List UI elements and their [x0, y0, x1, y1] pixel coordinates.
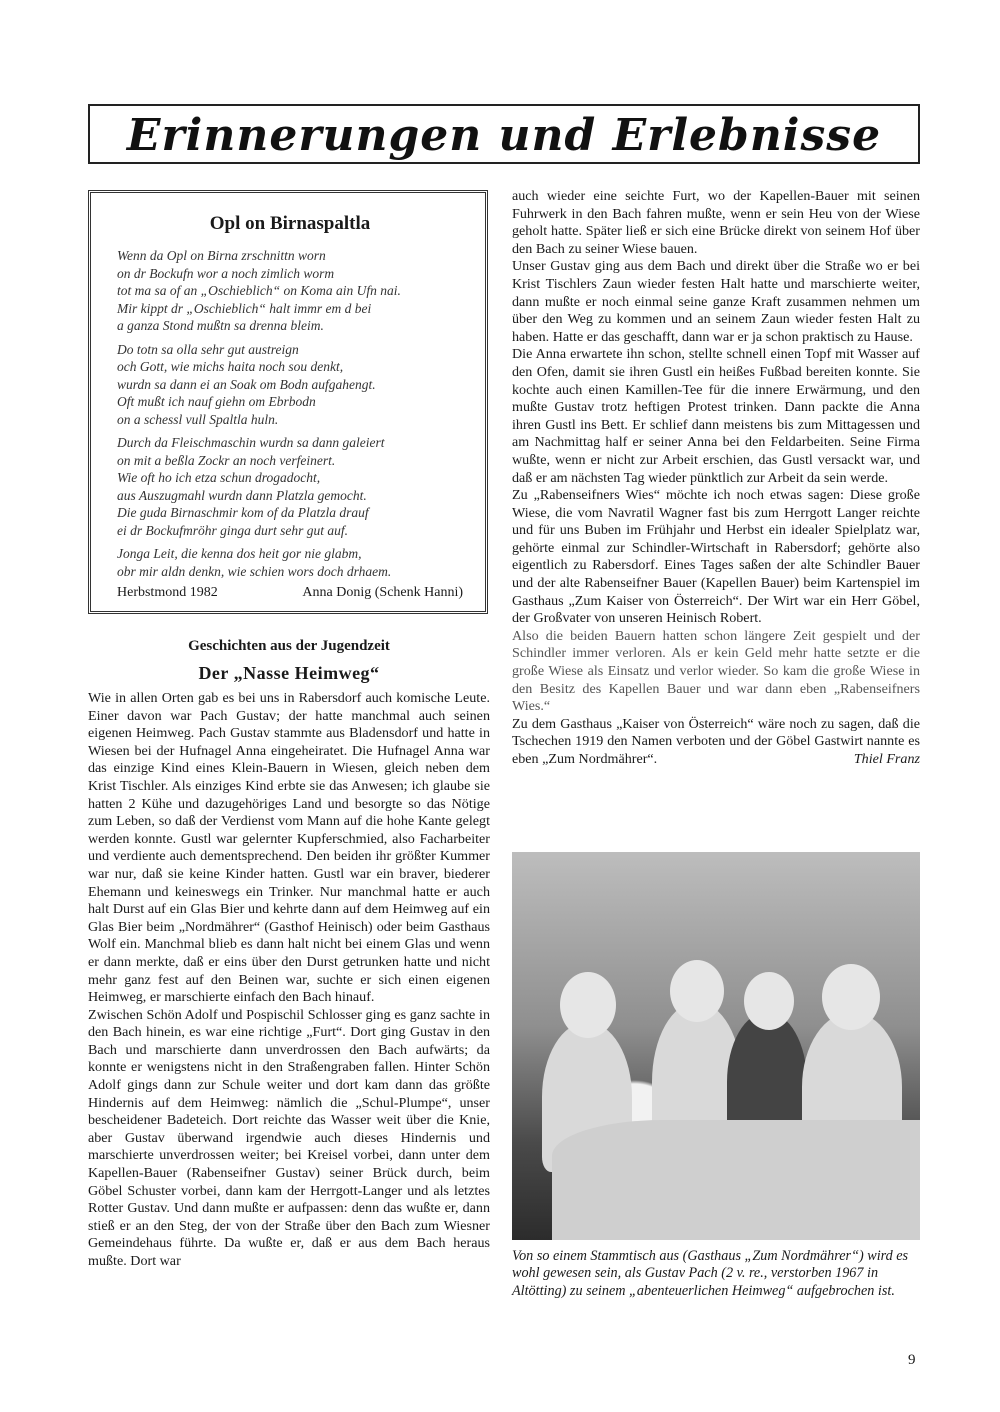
story-paragraph: Zu „Rabenseifners Wies“ möchte ich noch etwas sagen: Diese große Wiese, die vom Navratil Wagner fast bis zum Herrgott Langer reichte und für uns Buben im Frühjahr und Herbst ein idealer Spielplatz war, gehörte einmal zur Schindler-Wirtschaft in Rabersdorf; gehörte also eigentlich zu Rabersdorf. Eines Tages saßen der alte Schindler Bauer und der alte Rabenseifner Bauer (Kapellen Bauer) beim Kartenspiel im Gasthaus „Zum Kaiser von Österreich“. Der Wirt war ein Herr Göbel, der Großvater von unseren Heinisch Robert.: [512, 487, 920, 627]
story-kicker: Geschichten aus der Jugendzeit: [188, 638, 390, 654]
story-paragraph-text: Zu dem Gasthaus „Kaiser von Österreich“ wäre noch zu sagen, daß die Tschechen 1919 den Namen verboten und der Göbel Gastwirt nannte es eben „Zum Nordmährer“.: [512, 715, 920, 767]
poem-line: aus Auszugmahl wurdn dann Platzla gemocht.: [117, 487, 367, 503]
story-paragraph: [512, 716, 920, 769]
story-title: Der „Nasse Heimweg“: [198, 663, 380, 683]
story-paragraph: Also die beiden Bauern hatten schon längere Zeit gespielt und der Schindler immer verloren. Als er kein Geld mehr hatte setzte er die große Wiese als Einsatz und verlor wieder. So kam die große Wiese in den Besitz des Kapellen Bauer und war dann eben „Rabenseifners Wies.“: [512, 627, 920, 715]
poem-author: Anna Donig (Schenk Hanni): [302, 585, 463, 600]
poem-line: Die guda Birnaschmir kom of da Platzla drauf: [117, 505, 369, 520]
poem-line: on a schessl vull Spaltla huln.: [117, 411, 279, 427]
poem-date: Herbstmond 1982: [117, 585, 218, 600]
poem-stanzas: [117, 247, 463, 580]
poem-line: Durch da Fleischmaschin wurdn sa dann galeiert: [117, 435, 385, 450]
poem-stanza: [117, 545, 463, 580]
poem-line: a ganza Stond mußtn sa drenna bleim.: [117, 318, 324, 333]
photo-figure: [670, 960, 724, 1022]
poem-line: och Gott, wie michs haita noch sou denkt,: [117, 359, 344, 374]
poem-line: on mit a beßla Zockr an noch verfeinert.: [117, 452, 336, 468]
story-paragraph: Wie in allen Orten gab es bei uns in Rabersdorf auch komische Leute. Einer davon war Pach Gustav; der hatte manchmal auch seinen eigenen Heimweg. Pach Gustav stammte aus Bladensdorf und hatte in Wiesen bei der Hufnagel Anna eingeheiratet. Die Hufnagel Anna war das einzige Kind eines Klein-Bauern in Wiesen, gleich neben dem Krist Tischler. Als einziges Kind erbte sie das Anwesen; ich glaube sie hatten 2 Kühe und dazugehöriges Land und besorgte so das Nötige zum Leben, so daß der Verdienst vom Mann auf die hohe Kante gelegt werden konnte. Gustl war gelernter Kupferschmied, also Facharbeiter und verdiente auch dementsprechend. Den beiden ihr größter Kummer war nur, daß sie keine Kinder hatten. Gustl war ein braver, biederer Ehemann und keineswegs ein Trinker. Nur manchmal hatte er auch halt Durst auf ein Glas Bier und kehrte dann auf dem Heimweg auf ein Glas Bier beim „Nordmährer“ (Gasthof Heinisch) oder beim Gasthaus Wolf ein. Manchmal blieb es dann halt nicht bei einem Glas und wenn er dann merkte, daß er eins über den Durst getrunken hatte und nicht mehr ganz fest auf den Beinen war, suchte er sich einen eigenen Heimweg, er marschierte einfach den Bach hinauf.: [88, 690, 490, 1006]
poem-line: Jonga Leit, die kenna dos heit gor nie glabm,: [117, 546, 362, 561]
poem-line: Wenn da Opl on Birna zrschnittn worn: [117, 248, 326, 263]
poem-line: Oft mußt ich nauf giehn om Ebrbodn: [117, 394, 316, 409]
section-title: Erinnerungen und Erlebnisse: [126, 110, 882, 161]
poem-stanza: [117, 434, 463, 539]
poem-footer: [117, 585, 463, 601]
header-box: [88, 104, 920, 164]
poem-line: tot ma sa of an „Oschieblich“ on Koma ain Ufn nai.: [117, 283, 401, 298]
story-right-column: [512, 188, 920, 769]
story-paragraph: Zwischen Schön Adolf und Pospischil Schlosser ging es ganz sachte in den Bach hinein, es war eine richtige „Furt“. Dort ging Gustav in den Bach und marschierte dann unverdrossen den Bach aufwärts; da konnte er wenigstens nicht in den Straßengraben fallen. Hinter Schön Adolf gings dann zur Schule weiter und dort kam dann das größte Hindernis auf dem Heimweg: nämlich die „Schul-Plumpe“, unser bescheidener Badeteich. Dort reichte das Wasser weit über die Knie, aber Gustav überwand irgendwie auch dieses Hindernis und marschierte unverdrossen weiter; bei Kreisel vorbei, dann unter dem Kapellen-Bauer (Rabenseifner Gustav) seiner Brück durch, beim Göbel Schuster vorbei, dann kam der Herrgott-Langer und als letztes Rotter Gustav. Und dann mußte er aufpassen: denn das wußte er, dann stieß er an den Steg, der von der Straße über den Bach zum Wiesner Gemeindehaus führte. Da wußte er, daß er aus dem Bach heraus mußte. Dort war: [88, 1006, 490, 1269]
poem-stanza: [117, 341, 463, 429]
poem-line: Mir kippt dr „Oschieblich“ halt immr em d bei: [117, 300, 372, 316]
poem-line: wurdn sa dann ei an Soak om Bodn aufgahengt.: [117, 376, 376, 392]
page-number: 9: [908, 1352, 916, 1368]
poem-box: [88, 190, 488, 614]
poem-line: Do totn sa olla sehr gut austreign: [117, 341, 299, 357]
story-paragraph: Die Anna erwartete ihn schon, stellte schnell einen Topf mit Wasser auf den Ofen, damit sie ihren Gustl ein heißes Fußbad bereiten konnte. Sie kochte auch einen Kamillen-Tee für die innere Erwärmung, und den mußte Gustav trotz heftigen Protest trinken. Dann packte die Anna ihren Gustl ins Bett. Er schlief dann meistens bis zum Mittagessen und am Nachmittag half er seiner Anna bei den Feldarbeiten. Seine Firma wußte, wenn er nicht zur Arbeit erschien, das Gustl versackt war, und daß er am nächsten Tag wieder pünktlich zur Arbeit da sein werde.: [512, 346, 920, 486]
story-paragraph: Unser Gustav ging aus dem Bach und direkt über die Straße wo er bei Krist Tischlers Zaun wieder festen Halt hatte und marschierte weiter, dann mußte er noch einmal seine ganze Kraft zusammen nehmen um über den Weg zu kommen und an seinem Zaun wieder festen Halt zu haben. Hatte er das geschafft, dann war er ja schon praktisch zu Hause.: [512, 258, 920, 345]
story-left-column: [88, 638, 490, 1271]
stammtisch-photo: [512, 852, 920, 1240]
story-author: Thiel Franz: [853, 751, 920, 767]
poem-title: Opl on Birnaspaltla: [209, 213, 371, 234]
photo-table: [552, 1120, 920, 1240]
poem-stanza: [117, 247, 463, 335]
photo-caption: Von so einem Stammtisch aus (Gasthaus „Zum Nordmährer“) wird es wohl gewesen sein, als Gustav Pach (2 v. re., verstorben 1967 in Altötting) zu seinem „abenteuerlichen Heimweg“ aufgebrochen ist.: [512, 1248, 909, 1299]
photo-figure: [822, 964, 880, 1030]
poem-line: obr mir aldn denkn, wie schien wors doch drhaem.: [117, 563, 392, 579]
poem-line: Wie oft ho ich etza schun drogadocht,: [117, 470, 321, 485]
photo-figure: [560, 972, 616, 1038]
photo-figure: [744, 972, 794, 1030]
story-paragraph: auch wieder eine seichte Furt, wo der Kapellen-Bauer mit seinen Fuhrwerk in den Bach fahren mußte, wenn er sein Heu von der Wiese geholt hatte. Später ließ er sich eine Brücke direkt von seinem Hof über den Bach zu seiner Wiese bauen.: [512, 188, 920, 257]
poem-line: on dr Bockufn wor a noch zimlich worm: [117, 265, 335, 281]
poem-line: ei dr Bockufmröhr ginga durt sehr gut auf.: [117, 522, 348, 538]
